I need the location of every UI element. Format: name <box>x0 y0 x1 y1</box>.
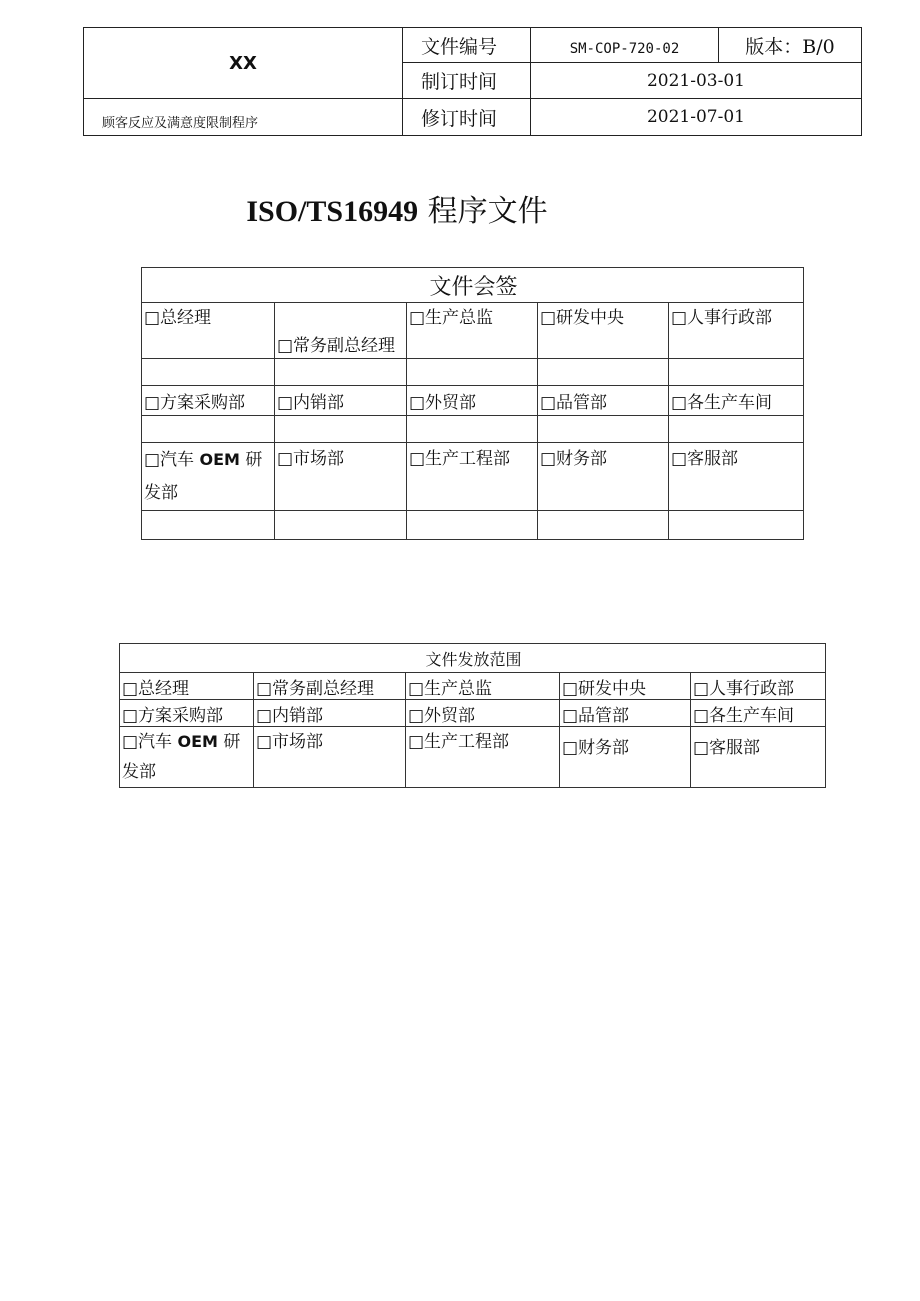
sign-off-table <box>141 267 804 540</box>
dist-finance[interactable]: □财务部 <box>560 727 691 788</box>
sign-off-caption: 文件会签 <box>142 268 804 303</box>
sign-domestic-sales[interactable]: □内销部 <box>275 386 407 416</box>
issued-date-value: 2021-03-01 <box>531 63 862 99</box>
version: 版本：B/0 <box>719 28 862 63</box>
dist-quality[interactable]: □品管部 <box>560 700 691 727</box>
sign-purchasing[interactable]: □方案采购部 <box>142 386 275 416</box>
document-title <box>0 186 794 230</box>
dist-customer-service[interactable]: □客服部 <box>691 727 826 788</box>
sign-blank-cell <box>669 359 804 386</box>
doc-number-label: 文件编号 <box>403 28 531 63</box>
header-table <box>83 27 862 136</box>
distribution-table <box>119 643 826 788</box>
sign-executive-vp[interactable]: □常务副总经理 <box>275 303 407 359</box>
sign-blank-cell <box>142 511 275 540</box>
sign-customer-service[interactable]: □客服部 <box>669 443 804 511</box>
dist-executive-vp[interactable]: □常务副总经理 <box>254 673 406 700</box>
dist-gm[interactable]: □总经理 <box>120 673 254 700</box>
sign-blank-cell <box>669 511 804 540</box>
title-standard: ISO/TS16949 <box>246 195 419 228</box>
sign-quality[interactable]: □品管部 <box>538 386 669 416</box>
dist-rd-center[interactable]: □研发中央 <box>560 673 691 700</box>
dist-purchasing[interactable]: □方案采购部 <box>120 700 254 727</box>
procedure-name: 顾客反应及满意度限制程序 <box>84 99 403 136</box>
sign-blank-cell <box>669 416 804 443</box>
sign-blank-cell <box>538 511 669 540</box>
sign-blank-cell <box>142 359 275 386</box>
title-suffix: 程序文件 <box>427 194 548 229</box>
sign-blank-cell <box>538 359 669 386</box>
sign-blank-cell <box>407 416 538 443</box>
dist-production-director[interactable]: □生产总监 <box>406 673 560 700</box>
dist-auto-oem-rd[interactable]: □汽车 OEM 研发部 <box>120 727 254 788</box>
sign-foreign-trade[interactable]: □外贸部 <box>407 386 538 416</box>
dist-foreign-trade[interactable]: □外贸部 <box>406 700 560 727</box>
revised-date-value: 2021-07-01 <box>531 99 862 136</box>
sign-production-engineering[interactable]: □生产工程部 <box>407 443 538 511</box>
sign-hr-admin[interactable]: □人事行政部 <box>669 303 804 359</box>
sign-production-director[interactable]: □生产总监 <box>407 303 538 359</box>
company-name: XX <box>84 28 403 99</box>
sign-blank-cell <box>275 359 407 386</box>
sign-blank-cell <box>275 511 407 540</box>
revised-date-label: 修订时间 <box>403 99 531 136</box>
doc-number-value: SM-COP-720-02 <box>531 28 719 63</box>
sign-blank-cell <box>407 511 538 540</box>
sign-blank-cell <box>407 359 538 386</box>
sign-gm[interactable]: □总经理 <box>142 303 275 359</box>
dist-domestic-sales[interactable]: □内销部 <box>254 700 406 727</box>
sign-auto-oem-rd[interactable]: □汽车 OEM 研发部 <box>142 443 275 511</box>
sign-blank-cell <box>538 416 669 443</box>
sign-rd-center[interactable]: □研发中央 <box>538 303 669 359</box>
dist-marketing[interactable]: □市场部 <box>254 727 406 788</box>
issued-date-label: 制订时间 <box>403 63 531 99</box>
sign-marketing[interactable]: □市场部 <box>275 443 407 511</box>
sign-finance[interactable]: □财务部 <box>538 443 669 511</box>
distribution-caption: 文件发放范围 <box>120 644 826 673</box>
sign-blank-cell <box>142 416 275 443</box>
dist-workshops[interactable]: □各生产车间 <box>691 700 826 727</box>
dist-hr-admin[interactable]: □人事行政部 <box>691 673 826 700</box>
sign-workshops[interactable]: □各生产车间 <box>669 386 804 416</box>
sign-blank-cell <box>275 416 407 443</box>
dist-production-engineering[interactable]: □生产工程部 <box>406 727 560 788</box>
